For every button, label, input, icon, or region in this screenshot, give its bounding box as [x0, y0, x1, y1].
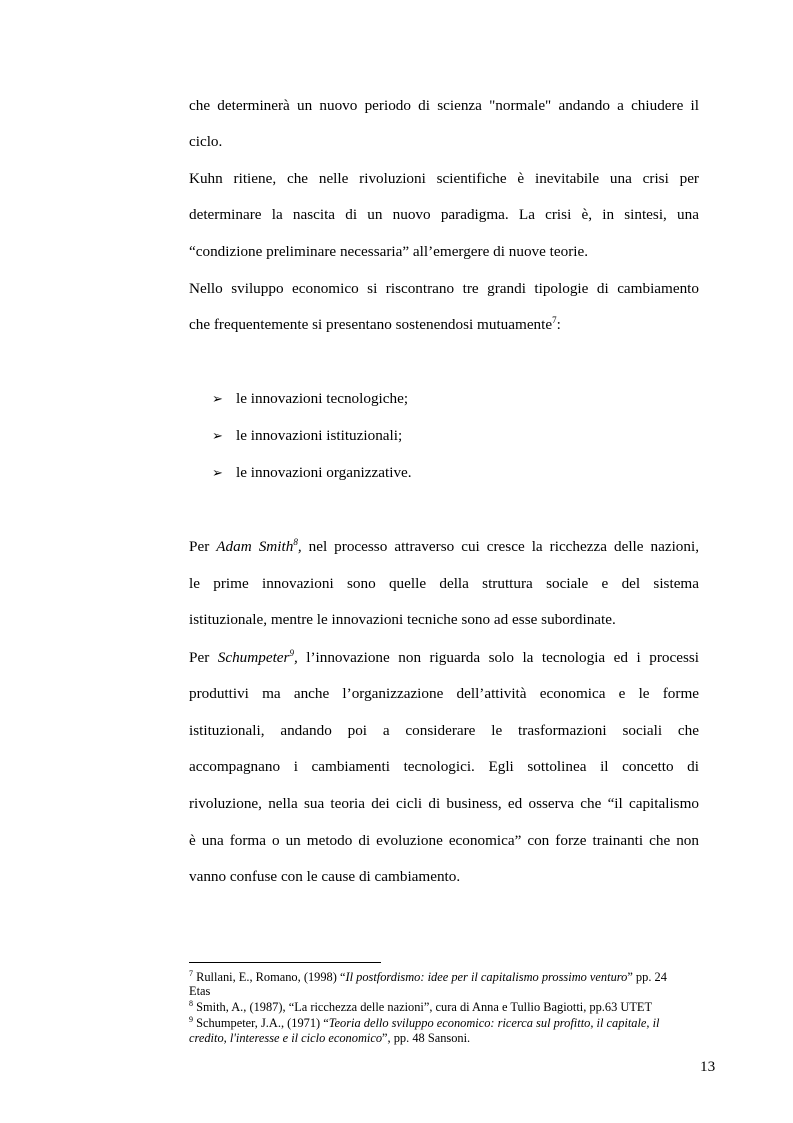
body-line: è una forma o un metodo di evoluzione economica” con forze trainanti che non [189, 832, 699, 849]
body-text: che frequentemente si presentano sostenendosi mutuamente [189, 316, 553, 333]
footnote-7-continued: Etas [189, 984, 211, 998]
body-line: ciclo. [189, 133, 223, 150]
body-text: : [556, 316, 561, 333]
footnote-9 [189, 1016, 709, 1030]
body-text: l’innovazione non riguarda solo la tecnologia ed i processi [297, 649, 699, 666]
page-number: 13 [700, 1058, 716, 1075]
author-name: Adam Smith [216, 538, 294, 555]
body-line: istituzionali, andando poi a considerare le trasformazioni sociali che [189, 722, 699, 739]
body-line: determinare la nascita di un nuovo paradigma. La crisi è, in sintesi, una [189, 206, 699, 223]
arrowhead-bullet-icon: ➢ [212, 466, 223, 481]
body-line: “condizione preliminare necessaria” all’emergere di nuove teorie. [189, 243, 589, 260]
arrowhead-bullet-icon: ➢ [212, 429, 223, 444]
list-item-text: le innovazioni istituzionali; [236, 427, 403, 444]
body-text: nel processo attraverso cui cresce la ricchezza delle nazioni, [301, 538, 700, 555]
body-line-with-ref [189, 315, 699, 335]
footnote-text: Schumpeter, J.A., (1971) “ [193, 1016, 329, 1030]
body-text: Per [189, 649, 218, 666]
body-line: istituzionale, mentre le innovazioni tecniche sono ad esse subordinate. [189, 611, 616, 628]
footnote-number: 7 [189, 969, 193, 978]
footnote-9-continued [189, 1031, 709, 1045]
footnote-title: credito, l'interesse e il ciclo economico [189, 1031, 383, 1045]
footnote-title: Il postfordismo: idee per il capitalismo prossimo venturo [345, 970, 628, 984]
footnote-ref-number: 9 [289, 648, 294, 658]
body-text: Per [189, 538, 217, 555]
arrowhead-bullet-icon: ➢ [212, 392, 223, 407]
footnote-8 [189, 1000, 709, 1014]
footnote-ref-number: 8 [293, 537, 298, 547]
body-line: vanno confuse con le cause di cambiamento. [189, 868, 461, 885]
list-item-text: le innovazioni organizzative. [236, 464, 412, 481]
list-item-text: le innovazioni tecnologiche; [236, 390, 409, 407]
list-item [212, 426, 402, 447]
footnote-text: ” pp. 24 [627, 970, 667, 984]
footnote-number: 8 [189, 999, 193, 1008]
list-item [212, 389, 408, 410]
body-line: rivoluzione, nella sua teoria dei cicli di business, ed osserva che “il capitalismo [189, 795, 699, 812]
footnote-7 [189, 970, 709, 984]
body-line-with-ref [189, 537, 699, 557]
body-text: , [297, 538, 302, 555]
footnote-title: Teoria dello sviluppo economico: ricerca sul profitto, il capitale, il [328, 1016, 660, 1030]
footnote-number: 9 [189, 1015, 193, 1024]
footnote-ref[interactable]: 7 [552, 315, 557, 325]
footnote-text: ”, pp. 48 Sansoni. [382, 1031, 471, 1045]
body-line: Nello sviluppo economico si riscontrano tre grandi tipologie di cambiamento [189, 280, 699, 297]
list-item [212, 463, 412, 484]
footnote-text: Smith, A., (1987), “La ricchezza delle nazioni”, cura di Anna e Tullio Bagiotti, pp.63 UTET [193, 1000, 653, 1014]
body-line: le prime innovazioni sono quelle della struttura sociale e del sistema [189, 575, 699, 592]
body-line: che determinerà un nuovo periodo di scienza "normale" andando a chiudere il [189, 97, 699, 114]
footnote-separator [189, 962, 381, 963]
body-line: accompagnano i cambiamenti tecnologici. Egli sottolinea il concetto di [189, 758, 699, 775]
body-text: , [293, 649, 298, 666]
footnote-text: Rullani, E., Romano, (1998) “ [193, 970, 346, 984]
body-line-with-ref [189, 648, 699, 668]
body-line: Kuhn ritiene, che nelle rivoluzioni scientifiche è inevitabile una crisi per [189, 170, 699, 187]
body-line: produttivi ma anche l’organizzazione dell’attività economica e le forme [189, 685, 699, 702]
author-name: Schumpeter [217, 649, 290, 666]
